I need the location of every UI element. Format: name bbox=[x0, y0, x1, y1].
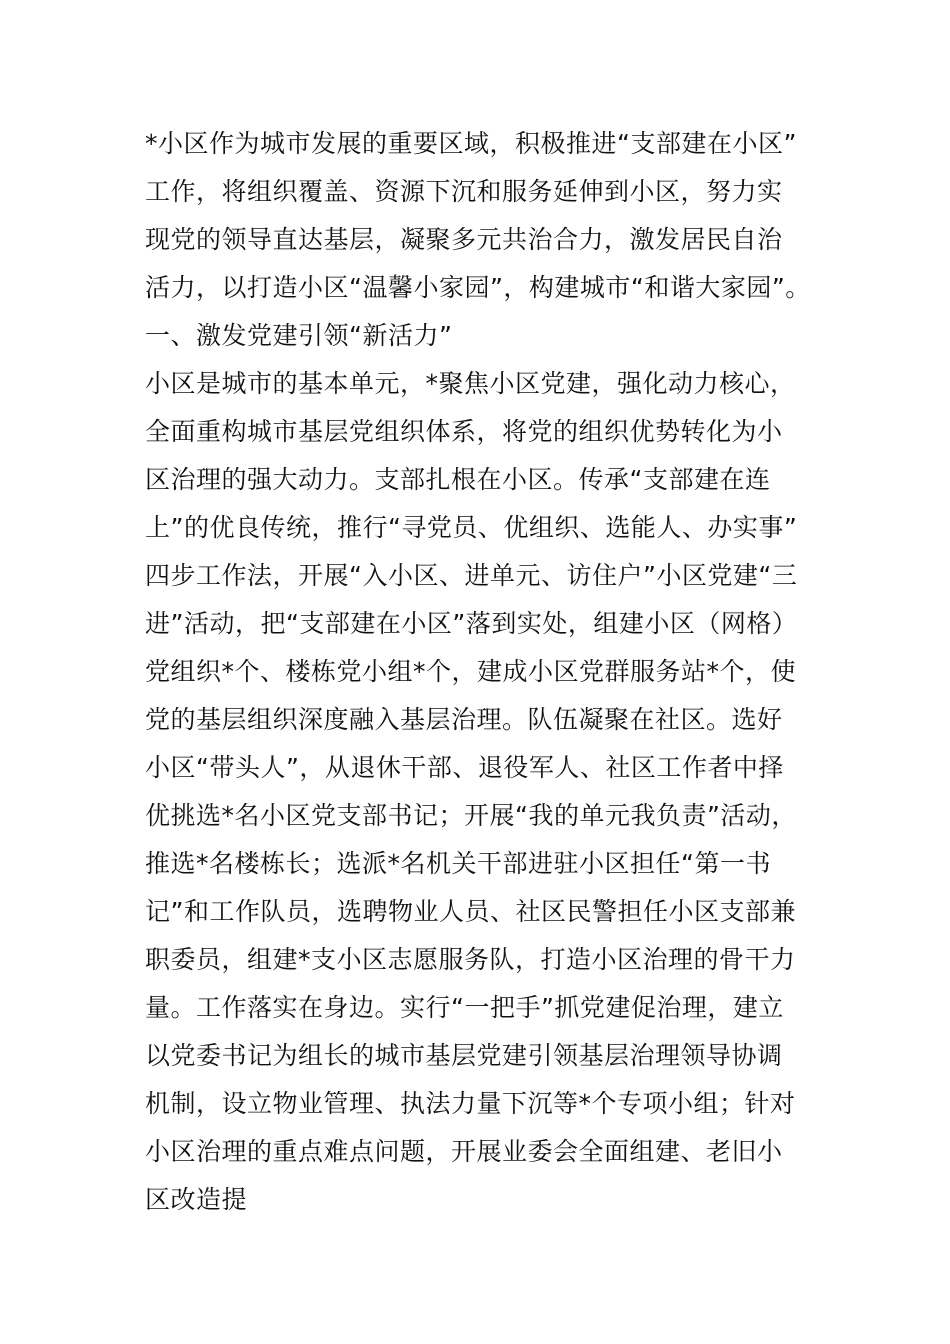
paragraph-line: 记”和工作队员，选聘物业人员、社区民警担任小区支部兼 bbox=[145, 897, 796, 926]
paragraph-line: 党的基层组织深度融入基层治理。队伍凝聚在社区。选好 bbox=[145, 705, 783, 734]
paragraph-line: 进”活动，把“支部建在小区”落到实处，组建小区（网格） bbox=[145, 609, 798, 638]
paragraph-line: 工作，将组织覆盖、资源下沉和服务延伸到小区，努力实 bbox=[145, 177, 783, 206]
paragraph-line: 现党的领导直达基层，凝聚多元共治合力，激发居民自治 bbox=[145, 225, 783, 254]
paragraph-line: 小区“带头人”，从退休干部、退役军人、社区工作者中择 bbox=[145, 753, 784, 782]
paragraph-line: *小区作为城市发展的重要区域，积极推进“支部建在小区” bbox=[145, 129, 797, 158]
paragraph-line: 四步工作法，开展“入小区、进单元、访住户”小区党建“三 bbox=[145, 561, 798, 590]
paragraph-line: 小区治理的重点难点问题，开展业委会全面组建、老旧小 bbox=[145, 1137, 783, 1166]
paragraph-line: 小区是城市的基本单元，*聚焦小区党建，强化动力核心， bbox=[145, 369, 796, 398]
paragraph-line: 区治理的强大动力。支部扎根在小区。传承“支部建在连 bbox=[145, 465, 771, 494]
paragraph-line: 以党委书记为组长的城市基层党建引领基层治理领导协调 bbox=[145, 1041, 783, 1070]
section-heading: 一、激发党建引领“新活力” bbox=[145, 321, 453, 350]
paragraph-line: 优挑选*名小区党支部书记；开展“我的单元我负责”活动， bbox=[145, 801, 797, 830]
paragraph-line: 职委员，组建*支小区志愿服务队，打造小区治理的骨干力 bbox=[145, 945, 796, 974]
paragraph-line: 推选*名楼栋长；选派*名机关干部进驻小区担任“第一书 bbox=[145, 849, 771, 878]
paragraph-line: 党组织*个、楼栋党小组*个，建成小区党群服务站*个，使 bbox=[145, 657, 797, 686]
paragraph-line: 量。工作落实在身边。实行“一把手”抓党建促治理，建立 bbox=[145, 993, 784, 1022]
paragraph-line: 全面重构城市基层党组织体系，将党的组织优势转化为小 bbox=[145, 417, 783, 446]
paragraph-line: 区改造提 bbox=[145, 1185, 248, 1214]
paragraph-line: 上”的优良传统，推行“寻党员、优组织、选能人、办实事” bbox=[145, 513, 798, 542]
paragraph-line: 活力，以打造小区“温馨小家园”，构建城市“和谐大家园”。 bbox=[145, 273, 811, 302]
paragraph-line: 机制，设立物业管理、执法力量下沉等*个专项小组；针对 bbox=[145, 1089, 796, 1118]
